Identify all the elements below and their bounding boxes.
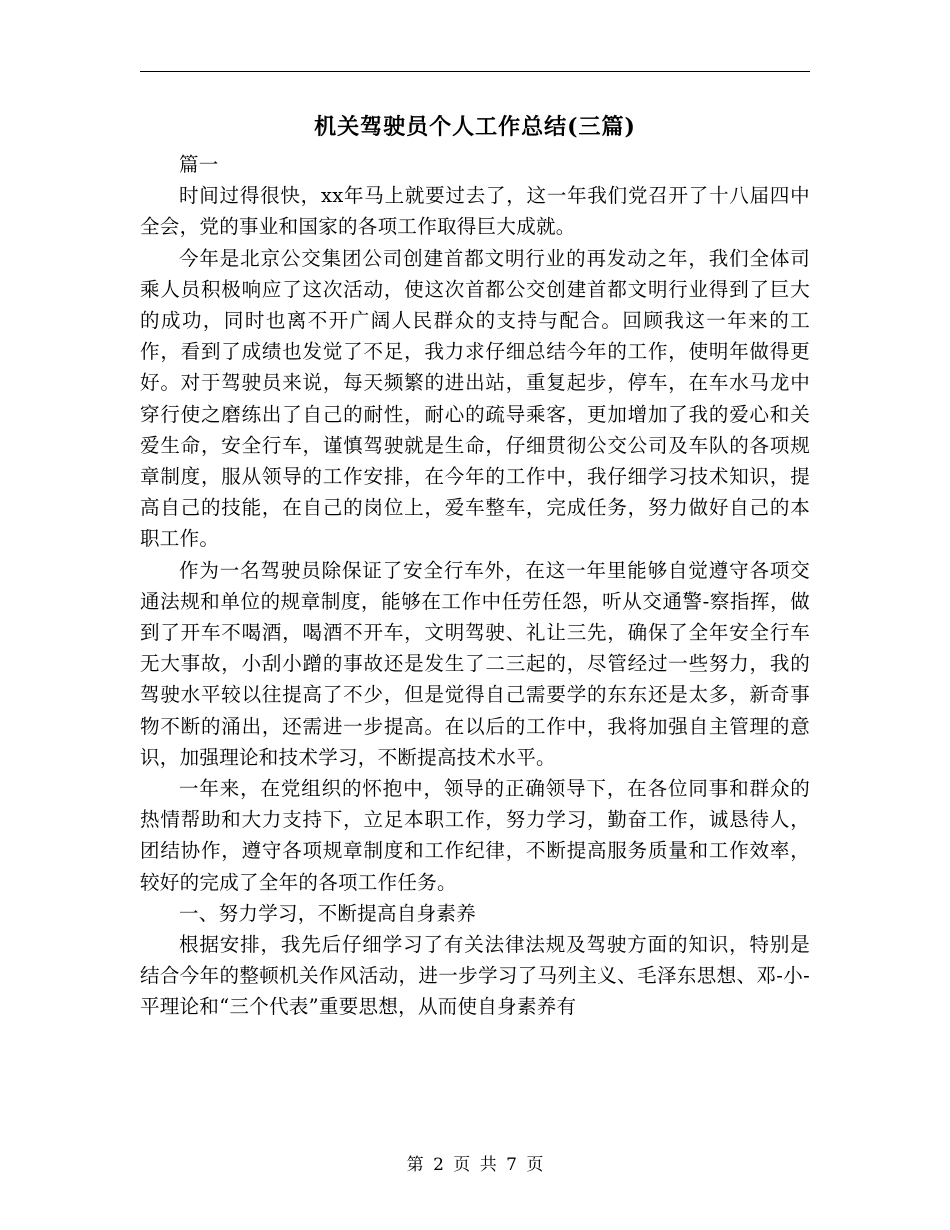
body-paragraph: 时间过得很快，xx年马上就要过去了，这一年我们党召开了十八届四中全会，党的事业和国家的各项工作取得巨大成就。: [140, 184, 810, 239]
body-paragraph: 作为一名驾驶员除保证了安全行车外，在这一年里能够自觉遵守各项交通法规和单位的规章制度，能够在工作中任劳任怨，听从交通警-察指挥，做到了开车不喝酒，喝酒不开车，文明驾驶、礼让三先，确保了全年安全行车无大事故，小刮小蹭的事故还是发生了二三起的，尽管经过一些努力，我的驾驶水平较以往提高了不少，但是觉得自己需要学的东东还是太多，新奇事物不断的涌出，还需进一步提高。在以后的工作中，我将加强自主管理的意识，加强理论和技术学习，不断提高技术水平。: [140, 558, 810, 769]
header-rule: [140, 71, 810, 72]
section-heading-part-one: 篇一: [179, 153, 219, 176]
document-title: 机关驾驶员个人工作总结(三篇): [314, 114, 636, 140]
body-paragraph: 一年来，在党组织的怀抱中，领导的正确领导下，在各位同事和群众的热情帮助和大力支持下，立足本职工作，努力学习，勤奋工作，诚恳待人，团结协作，遵守各项规章制度和工作纪律，不断提高服务质量和工作效率，较好的完成了全年的各项工作任务。: [140, 777, 810, 894]
document-body: [140, 149, 810, 1023]
subsection-heading: 一、努力学习，不断提高自身素养: [179, 901, 477, 925]
page-number: 第 2 页 共 7 页: [406, 1155, 544, 1175]
body-paragraph: 今年是北京公交集团公司创建首都文明行业的再发动之年，我们全体司乘人员积极响应了这次活动，使这次首都公交创建首都文明行业得到了巨大的成功，同时也离不开广阔人民群众的支持与配合。回顾我这一年来的工作，看到了成绩也发觉了不足，我力求仔细总结今年的工作，使明年做得更好。对于驾驶员来说，每天频繁的进出站，重复起步，停车，在车水马龙中穿行使之磨练出了自己的耐性，耐心的疏导乘客，更加增加了我的爱心和关爱生命，安全行车，谨慎驾驶就是生命，仔细贯彻公交公司及车队的各项规章制度，服从领导的工作安排，在今年的工作中，我仔细学习技术知识，提高自己的技能，在自己的岗位上，爱车整车，完成任务，努力做好自己的本职工作。: [140, 246, 810, 551]
body-paragraph: 根据安排，我先后仔细学习了有关法律法规及驾驶方面的知识，特别是结合今年的整顿机关作风活动，进一步学习了马列主义、毛泽东思想、邓-小-平理论和“三个代表”重要思想，从而使自身素养有: [140, 933, 810, 1019]
